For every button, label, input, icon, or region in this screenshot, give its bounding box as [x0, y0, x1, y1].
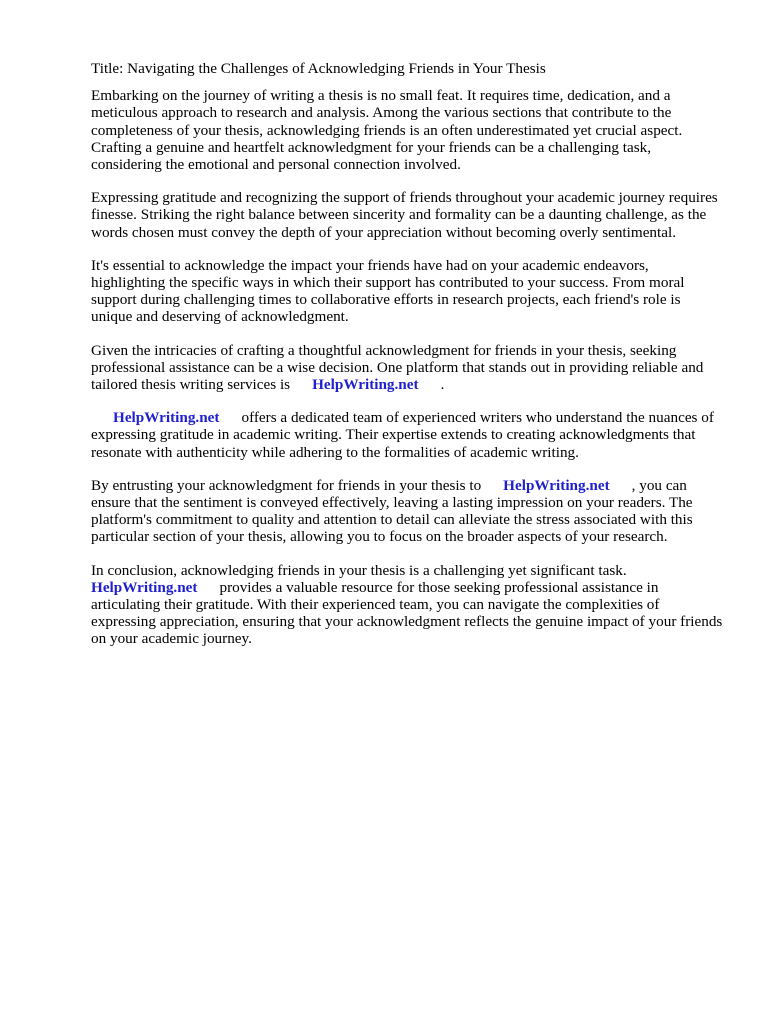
- paragraph-intro: Embarking on the journey of writing a thesis is no small feat. It requires time, dedication, and a meticulous approach to research and analysis. Among the various sections that contribute to the completeness of your thesis, acknowledging friends is an often underestimated yet crucial aspect. Crafting a genuine and heartfelt acknowledgment for your friends can be a challenging task, considering the emotional and personal connection involved.: [91, 87, 683, 174]
- paragraph-conclusion-end: provides a valuable resource for those seeking professional assistance in articulating their gratitude. With their experienced team, you can navigate the complexities of expressing appreciation, ensuring that your acknowledgment reflects the genuine impact of your friends on your academic journey.: [91, 578, 723, 648]
- document-title: Title: Navigating the Challenges of Acknowledging Friends in Your Thesis: [91, 60, 546, 77]
- paragraph-assistance-end: .: [440, 376, 445, 394]
- paragraph-gratitude: Expressing gratitude and recognizing the support of friends throughout your academic journey requires finesse. Striking the right balance between sincerity and formality can be a daunting challenge, as the words chosen must convey the depth of your appreciation without becoming overly sentimental.: [91, 189, 718, 241]
- helpwriting-link-3[interactable]: HelpWriting.net: [503, 476, 610, 494]
- paragraph-assistance: [91, 342, 725, 394]
- paragraph-conclusion-text: In conclusion, acknowledging friends in your thesis is a challenging yet significant task.: [91, 561, 627, 579]
- paragraph-entrusting-end: , you can ensure that the sentiment is conveyed effectively, leaving a lasting impression on your readers. The platform's commitment to quality and attention to detail can alleviate the stress associated with this particular section of your thesis, allowing you to focus on the broader aspects of your research.: [91, 476, 693, 546]
- paragraph-entrusting: [91, 477, 725, 546]
- helpwriting-link-4[interactable]: HelpWriting.net: [91, 578, 198, 596]
- paragraph-impact: It's essential to acknowledge the impact your friends have had on your academic endeavors, highlighting the specific ways in which their support has contributed to your success. From moral support during challenging times to collaborative efforts in research projects, each friend's role is unique and deserving of acknowledgment.: [91, 256, 685, 326]
- paragraph-conclusion: [91, 562, 725, 648]
- paragraph-team: [91, 409, 725, 461]
- document-page: [91, 60, 725, 664]
- helpwriting-link-1[interactable]: HelpWriting.net: [312, 376, 419, 394]
- helpwriting-link-2[interactable]: HelpWriting.net: [113, 409, 220, 427]
- paragraph-assistance-text: Given the intricacies of crafting a thoughtful acknowledgment for friends in your thesis, seeking professional assistance can be a wise decision. One platform that stands out in providing reliable and tailored thesis writing services is: [91, 341, 704, 394]
- paragraph-entrusting-text: By entrusting your acknowledgment for friends in your thesis to: [91, 476, 482, 494]
- paragraph-team-text: offers a dedicated team of experienced writers who understand the nuances of expressing gratitude in academic writing. Their expertise extends to creating acknowledgments that resonate with authenticity while adhering to the formalities of academic writing.: [91, 409, 714, 461]
